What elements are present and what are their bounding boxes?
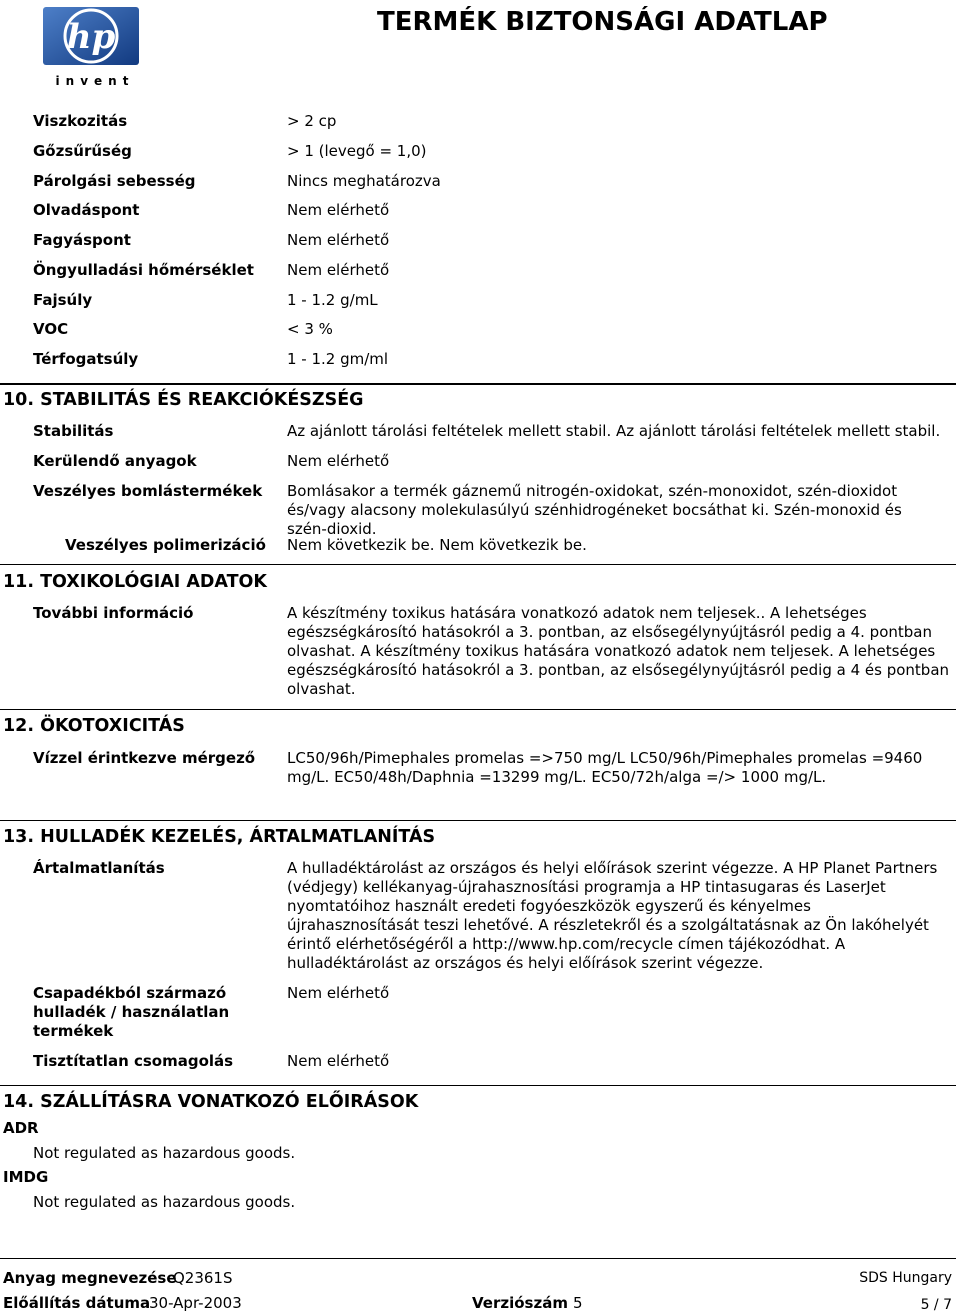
adr-value: Not regulated as hazardous goods. [33, 1144, 296, 1162]
svg-text:invent: invent [55, 74, 135, 88]
property-label: VOC [33, 320, 69, 338]
residue-waste-value: Nem elérhető [287, 984, 390, 1002]
property-value: Nem elérhető [287, 201, 390, 219]
decomposition-products-label: Veszélyes bomlástermékek [33, 482, 263, 500]
property-label: Térfogatsúly [33, 350, 139, 368]
hp-logo [40, 5, 150, 89]
property-label: Fajsúly [33, 291, 93, 309]
polymerization-label: Veszélyes polimerizáció [65, 536, 266, 554]
property-value: Nem elérhető [287, 231, 390, 249]
property-value: 1 - 1.2 g/mL [287, 291, 378, 309]
section-divider [0, 564, 956, 565]
product-name-value: Q2361S [173, 1269, 233, 1287]
footer-divider [0, 1258, 956, 1259]
section-divider [0, 383, 956, 385]
property-value: > 2 cp [287, 112, 337, 130]
section-13-heading: 13. HULLADÉK KEZELÉS, ÁRTALMATLANÍTÁS [3, 827, 436, 847]
further-info-label: További információ [33, 604, 194, 622]
section-divider [0, 820, 956, 821]
disposal-label: Ártalmatlanítás [33, 859, 165, 877]
adr-label: ADR [3, 1119, 39, 1137]
property-value: > 1 (levegő = 1,0) [287, 142, 427, 160]
version-value: 5 [573, 1294, 583, 1312]
property-label: Öngyulladási hőmérséklet [33, 261, 254, 279]
polymerization-value: Nem következik be. Nem következik be. [287, 536, 587, 554]
property-label: Olvadáspont [33, 201, 140, 219]
date-value: 30-Apr-2003 [149, 1294, 242, 1312]
uncleaned-packaging-value: Nem elérhető [287, 1052, 390, 1070]
residue-waste-label: Csapadékból származó hulladék / használatlan termékek [33, 984, 230, 1040]
property-value: Nem elérhető [287, 261, 390, 279]
property-value: 1 - 1.2 gm/ml [287, 350, 389, 368]
property-label: Párolgási sebesség [33, 172, 196, 190]
materials-to-avoid-label: Kerülendő anyagok [33, 452, 197, 470]
page-number: 5 / 7 [920, 1297, 952, 1313]
product-name-label: Anyag megnevezése [3, 1269, 177, 1287]
property-label: Gőzsűrűség [33, 142, 132, 160]
property-value: Nincs meghatározva [287, 172, 441, 190]
section-10-heading: 10. STABILITÁS ÉS REAKCIÓKÉSZSÉG [3, 390, 364, 410]
document-title: TERMÉK BIZTONSÁGI ADATLAP [377, 7, 828, 37]
sds-region: SDS Hungary [859, 1270, 952, 1286]
stability-value: Az ajánlott tárolási feltételek mellett stabil. Az ajánlott tárolási feltételek mellett stabil. [287, 422, 941, 440]
ecotoxicity-label: Vízzel érintkezve mérgező [33, 749, 256, 767]
materials-to-avoid-value: Nem elérhető [287, 452, 390, 470]
uncleaned-packaging-label: Tisztítatlan csomagolás [33, 1052, 234, 1070]
svg-text:hp: hp [66, 17, 116, 57]
imdg-label: IMDG [3, 1168, 49, 1186]
decomposition-products-value: Bomlásakor a termék gáznemű nitrogén-oxidokat, szén-monoxidot, szén-dioxidot és/vagy alacsony molekulasúlyú szénhidrogéneket bocsáthat ki. Szén-monoxid és szén-dioxid. [287, 482, 902, 538]
date-label: Előállítás dátuma [3, 1294, 151, 1312]
hp-logo-icon [40, 5, 150, 89]
property-label: Fagyáspont [33, 231, 131, 249]
section-11-heading: 11. TOXIKOLÓGIAI ADATOK [3, 572, 267, 592]
further-info-value: A készítmény toxikus hatására vonatkozó adatok nem teljesek.. A lehetséges egészségkárosító hatásokról a 3. pontban, az elsősegélynyújtásról pedig a 4. pontban olvashat. A készítmény toxikus hatására vonatkozó adatok nem teljesek. A lehetséges egészségkárosító hatásokról a 3. pontban, az elsősegélynyújtásról pedig a 4 és pontban olvashat. [287, 604, 950, 698]
property-value: < 3 % [287, 320, 333, 338]
section-12-heading: 12. ÖKOTOXICITÁS [3, 716, 185, 736]
property-label: Viszkozitás [33, 112, 128, 130]
section-14-heading: 14. SZÁLLÍTÁSRA VONATKOZÓ ELŐIRÁSOK [3, 1092, 419, 1112]
version-label: Verziószám [472, 1294, 568, 1312]
section-divider [0, 1085, 956, 1086]
imdg-value: Not regulated as hazardous goods. [33, 1193, 296, 1211]
section-divider [0, 709, 956, 710]
ecotoxicity-value: LC50/96h/Pimephales promelas =>750 mg/L LC50/96h/Pimephales promelas =9460 mg/L. EC50/48h/Daphnia =13299 mg/L. EC50/72h/alga =/> 1000 mg/L. [287, 749, 923, 786]
disposal-value: A hulladéktárolást az országos és helyi előírások szerint végezze. A HP Planet Partners (védjegy) kellékanyag-újrahasznosítási programja a HP tintasugaras és LaserJet nyomtatóihoz használt eredeti fogyóeszközök egyszerű és kényelmes újrahasznosítását teszi lehetővé. A részletekről és a szolgáltatásnak az Ön lakóhelyét érintő elérhetőségéről a http://www.hp.com/recycle címen tájékozódhat. A hulladéktárolást az országos és helyi előírások szerint végezze. [287, 859, 938, 972]
stability-label: Stabilitás [33, 422, 114, 440]
